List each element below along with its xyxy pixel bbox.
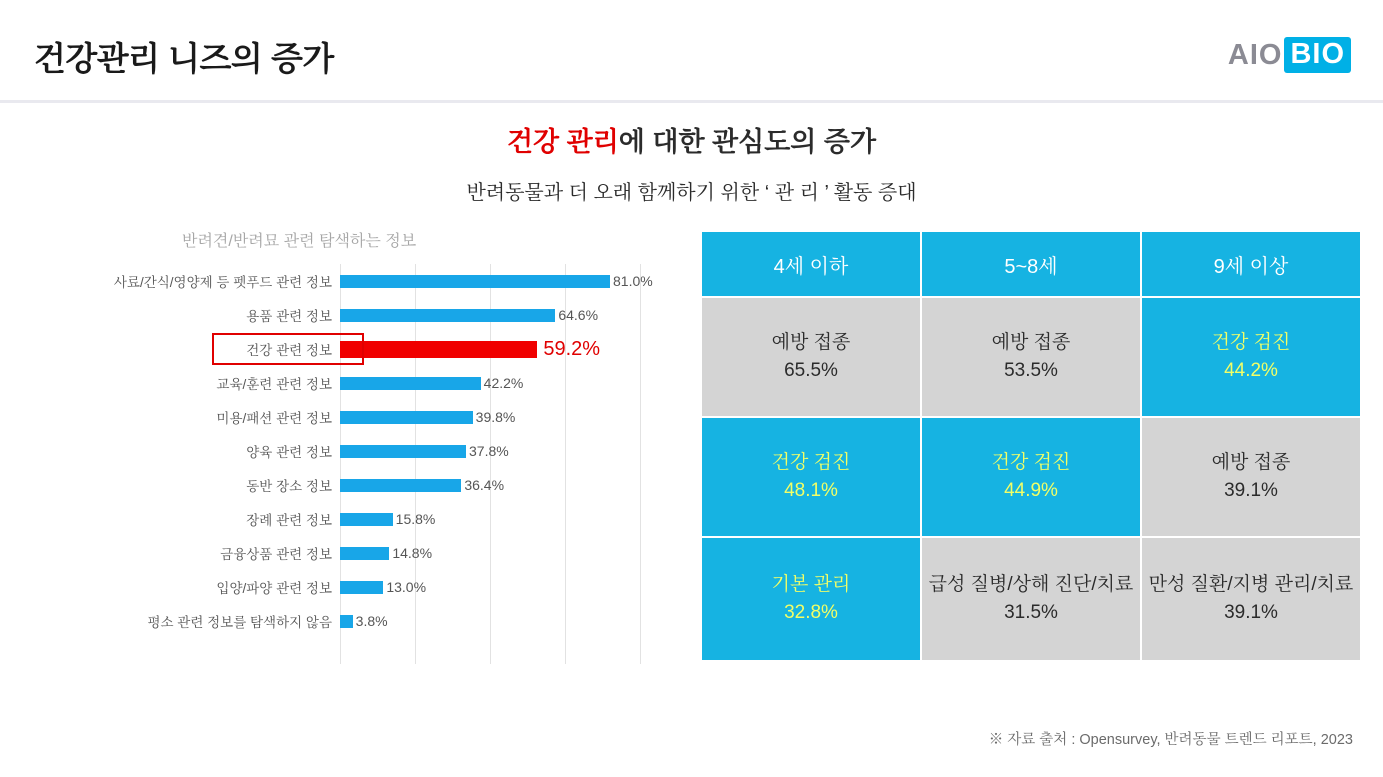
table-cell xyxy=(922,538,1140,660)
brand-logo xyxy=(1228,38,1351,72)
chart-plot-area xyxy=(22,264,682,676)
chart-category-label: 평소 관련 정보를 탐색하지 않음 xyxy=(147,615,332,630)
table-cell xyxy=(1142,298,1360,416)
chart-bar-row xyxy=(22,502,682,536)
table-cell xyxy=(702,418,920,536)
table-cell-name: 건강 검진 xyxy=(991,452,1071,474)
chart-bar-row xyxy=(22,468,682,502)
table-cell-value: 65.5% xyxy=(784,360,838,381)
chart-bar xyxy=(340,341,537,358)
chart-bar xyxy=(340,275,610,288)
chart-bar-row xyxy=(22,264,682,298)
chart-bar-wrap xyxy=(340,502,682,536)
chart-bar xyxy=(340,615,353,628)
table-cell-value: 44.2% xyxy=(1224,360,1278,381)
chart-value-label: 39.8% xyxy=(475,409,516,425)
chart-bar-wrap xyxy=(340,570,682,604)
table-header-row xyxy=(702,232,1360,296)
chart-category-label: 장례 관련 정보 xyxy=(246,513,332,528)
chart-category-label: 교육/훈련 관련 정보 xyxy=(216,377,332,392)
table-cell-value: 31.5% xyxy=(1004,602,1058,623)
chart-bar-row xyxy=(22,604,682,638)
chart-title: 반려견/반려묘 관련 탐색하는 정보 xyxy=(182,233,417,250)
table-cell-value: 32.8% xyxy=(784,602,838,623)
table-row xyxy=(702,298,1360,416)
chart-bar-row xyxy=(22,536,682,570)
table-cell-value: 48.1% xyxy=(784,480,838,501)
table-cell-name: 예방 접종 xyxy=(771,332,851,354)
chart-category-label: 미용/패션 관련 정보 xyxy=(216,411,332,426)
section-title xyxy=(0,120,1383,159)
chart-category-label: 건강 관련 정보 xyxy=(246,343,332,358)
logo-text-bio: BIO xyxy=(1284,37,1351,73)
page-title: 건강관리 니즈의 증가 xyxy=(34,40,334,77)
bar-chart-panel xyxy=(22,222,682,682)
chart-bar xyxy=(340,513,393,526)
section-title-rest: 에 대한 관심도의 증가 xyxy=(618,127,877,157)
chart-bar-wrap xyxy=(340,400,682,434)
chart-bar-row xyxy=(22,298,682,332)
chart-bar-wrap xyxy=(340,366,682,400)
table-row xyxy=(702,418,1360,536)
table-cell xyxy=(922,418,1140,536)
header-divider xyxy=(0,100,1383,103)
chart-bar xyxy=(340,445,466,458)
table-cell-name: 급성 질병/상해 진단/치료 xyxy=(928,574,1134,596)
table-header-cell: 9세 이상 xyxy=(1142,232,1360,296)
chart-bar xyxy=(340,547,389,560)
source-note: ※ 자료 출처 : Opensurvey, 반려동물 트렌드 리포트, 2023 xyxy=(988,732,1353,748)
chart-category-label: 용품 관련 정보 xyxy=(246,309,332,324)
age-group-table-panel xyxy=(700,230,1362,662)
section-subtitle: 반려동물과 더 오래 함께하기 위한 ‘ 관 리 ’ 활동 증대 xyxy=(466,182,917,204)
table-cell-name: 만성 질환/지병 관리/치료 xyxy=(1148,574,1354,596)
table-header-cell: 5~8세 xyxy=(922,232,1140,296)
table-cell-value: 53.5% xyxy=(1004,360,1058,381)
chart-value-label: 42.2% xyxy=(483,375,524,391)
table-cell-name: 건강 검진 xyxy=(771,452,851,474)
chart-value-label: 64.6% xyxy=(558,307,599,323)
chart-value-label: 81.0% xyxy=(613,273,653,289)
chart-category-label: 양육 관련 정보 xyxy=(246,445,332,460)
chart-bar xyxy=(340,411,473,424)
chart-bar-row xyxy=(22,570,682,604)
chart-bar xyxy=(340,377,481,390)
chart-bar-wrap xyxy=(340,332,682,366)
chart-bar xyxy=(340,309,555,322)
chart-category-label: 금융상품 관련 정보 xyxy=(220,547,332,562)
chart-value-label: 59.2% xyxy=(543,337,601,360)
chart-bar xyxy=(340,581,383,594)
chart-value-label: 15.8% xyxy=(395,511,436,527)
chart-value-label: 37.8% xyxy=(469,443,509,459)
chart-value-label: 36.4% xyxy=(464,477,505,493)
chart-bar-wrap xyxy=(340,264,682,298)
chart-value-label: 13.0% xyxy=(386,579,427,595)
table-cell-name: 예방 접종 xyxy=(1211,452,1291,474)
logo-text-aio: AIO xyxy=(1227,38,1283,71)
chart-category-label: 사료/간식/영양제 등 펫푸드 관련 정보 xyxy=(113,275,332,290)
table-cell-value: 44.9% xyxy=(1004,480,1058,501)
slide-header xyxy=(0,0,1383,100)
chart-bar-wrap xyxy=(340,468,682,502)
table-cell-value: 39.1% xyxy=(1224,602,1278,623)
table-cell xyxy=(702,298,920,416)
age-group-table xyxy=(700,230,1362,662)
chart-bar xyxy=(340,479,461,492)
table-cell xyxy=(922,298,1140,416)
table-cell-name: 기본 관리 xyxy=(771,574,851,596)
chart-bar-row xyxy=(22,366,682,400)
table-cell-name: 예방 접종 xyxy=(991,332,1071,354)
chart-bar-row xyxy=(22,400,682,434)
table-cell-name: 건강 검진 xyxy=(1211,332,1291,354)
table-cell xyxy=(1142,538,1360,660)
chart-bar-row xyxy=(22,332,682,366)
chart-category-label: 입양/파양 관련 정보 xyxy=(216,581,332,596)
chart-bar-row xyxy=(22,434,682,468)
chart-bar-wrap xyxy=(340,434,682,468)
table-cell-value: 39.1% xyxy=(1224,480,1278,501)
table-header-cell: 4세 이하 xyxy=(702,232,920,296)
chart-value-label: 3.8% xyxy=(355,613,388,629)
chart-category-label: 동반 장소 정보 xyxy=(246,479,332,494)
chart-bar-wrap xyxy=(340,604,682,638)
chart-value-label: 14.8% xyxy=(392,545,433,561)
section-title-highlight: 건강 관리 xyxy=(506,127,619,157)
table-cell xyxy=(702,538,920,660)
table-cell xyxy=(1142,418,1360,536)
table-row xyxy=(702,538,1360,660)
chart-bar-wrap xyxy=(340,536,682,570)
chart-bar-wrap xyxy=(340,298,682,332)
